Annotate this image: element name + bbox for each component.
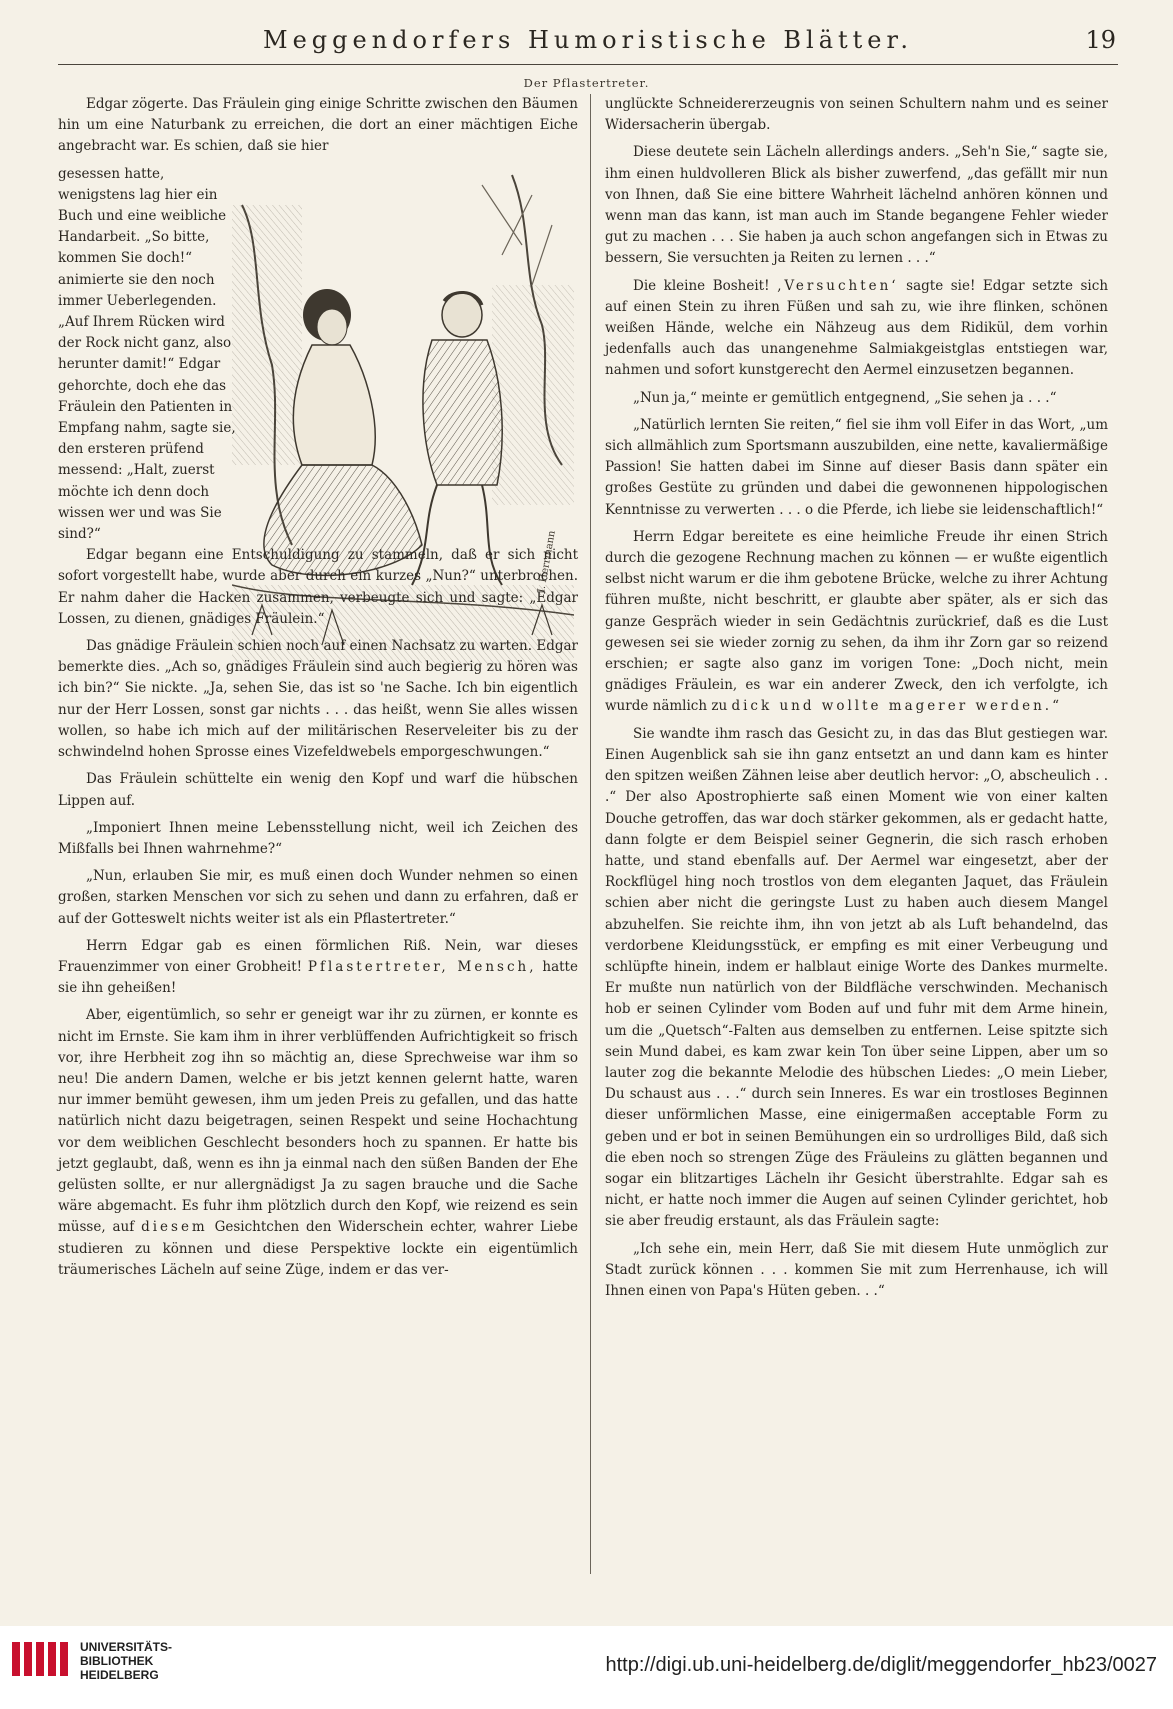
right-paragraph-4: „Nun ja,“ meinte er gemütlich entgegnend, „Sie sehen ja . . .“ (633, 389, 1057, 406)
left-paragraph-3: Das Fräulein schüttelte ein wenig den Kopf und warf die hübschen Lippen auf. (58, 771, 578, 809)
left-paragraph-wrap: gesessen hatte, wenigstens lag hier ein Buch und eine weibliche Handarbeit. „So bitte, kommen Sie doch!“ animierte sie den noch immer Ueberlegenden. „Auf Ihrem Rücken wird der Rock nicht ganz, also herunter damit!“ Edgar gehorchte, doch ehe das Fräulein den Patienten in Empfang nahm, sagte sie, den ersteren prüfend messend: „Halt, zuerst möchte ich denn doch wissen wer und was Sie sind?“ (58, 165, 236, 543)
text-span: Aber, eigentümlich, so sehr er geneigt war ihr zu zürnen, er konnte es nicht im Ernste. Sie kam ihm in ihrer verblüffenden Aufrichtigkeit so frisch vor, ihre Herbheit zog ihn so mächtig an, diese Sprechweise war ihm so neu! Die andern Damen, welche er bis jetzt kennen gelernt hatte, waren nur immer bemüht gewesen, ihm um jeden Preis zu gefallen, und das hatte natürlich nicht dazu beigetragen, seinen Respekt und seine Hochachtung vor dem weiblichen Geschlecht besonders hoch zu spannen. Er hatte bis jetzt geglaubt, daß, wenn es ihn ja einmal nach den süßen Banden der Ehe gelüsten sollte, er nur allergnädigst Ja zu sagen brauche und die Sache wäre abgemacht. Es fuhr ihm plötzlich durch den Kopf, wie reizend es sein müsse, auf (58, 1007, 578, 1236)
emphasis-span: ‚Versuchten‘ (777, 277, 899, 294)
digitization-footer (0, 1626, 1173, 1709)
library-name-line: HEIDELBERG (80, 1668, 159, 1682)
magazine-title: Meggendorfers Humoristische Blätter. (263, 26, 913, 54)
left-paragraph-intro: Edgar zögerte. Das Fräulein ging einige Schritte zwischen den Bäumen hin um eine Naturbank zu erreichen, die dort an einer mächtigen Eiche angebracht war. Es schien, daß sie hier (58, 96, 578, 155)
right-paragraph-3 (605, 276, 1108, 382)
library-name-line: UNIVERSITÄTS- (80, 1640, 173, 1654)
right-paragraph-5: „Natürlich lernten Sie reiten,“ fiel sie ihm voll Eifer in das Wort, „um sich allmählich zum Sportsmann auszubilden, eine nette, kavaliermäßige Passion! Sie hatten dabei im Sinne auf dieser Basis dann später ein großes Gestüte zu gründen und dabei die gewonnenen hippologischen Kenntnisse zu verwerten . . . o die Pferde, ich liebe sie leidenschaftlich!“ (605, 416, 1108, 518)
left-paragraph-2: Das gnädige Fräulein schien noch auf einen Nachsatz zu warten. Edgar bemerkte dies. „Ach so, gnädiges Fräulein sind auch begierig zu hören was ich bin?“ Sie nickte. „Ja, sehen Sie, das ist so 'ne Sache. Ich bin eigentlich nur der Herr Lossen, sonst gar nichts . . . das heißt, wenn Sie alles wissen wollen, so habe ich mich auf der militärischen Reserveleiter bis zu der schwindelnd hohen Sprosse eines Vizefeldwebels emporgeschwungen.“ (58, 638, 578, 761)
wrapped-text-block (58, 164, 236, 546)
emphasis-span: Pflastertreter, Mensch, (307, 958, 537, 975)
illustration-signature: I. Herrmann (536, 529, 558, 594)
text-span: “ (1052, 698, 1059, 715)
right-paragraph-7: Sie wandte ihm rasch das Gesicht zu, in das das Blut gestiegen war. Einen Augenblick sah sie ihn ganz entsetzt an und dann kam es hinter den spitzen weißen Zähnen leise aber deutlich hervor: „O, abscheulich . . .“ Der also Apostrophierte saß einen Moment wie von einer kalten Douche getroffen, das war doch stärker gekommen, als er gedacht hatte, dann folgte er dem Beispiel seiner Gegnerin, die sich rasch erhoben hatte, und stand ebenfalls auf. Der Aermel war eingesetzt, aber der Rockflügel hing noch trostlos von dem eleganten Jaquet, das Fräulein schien aber nicht die geringste Lust zu haben auch diesem Mangel abzuhelfen. Sie reichte ihm, ihn von jetzt ab als Luft behandelnd, das verdorbene Kleidungsstück, er empfing es mit einer Verbeugung und schlüpfte hinein, indem er halblaut einige Worte des Dankes murmelte. Er mußte nun natürlich von der Bildfläche verschwinden. Mechanisch hob er seinen Cylinder vom Boden auf und fuhr mit dem Arme hinein, um die „Quetsch“-Falten aus demselben zu entfernen. Leise spitzte sich sein Mund dabei, es kam zwar kein Ton über seine Lippen, aber um so lauter zog die bekannte Melodie des hübschen Liedes: „O mein Lieber, Du schaust aus . . .“ durch sein Inneres. Es war ein trostloses Beginnen dieser unförmlichen Masse, eine einigermaßen acceptable Form zu geben und er bot in seinen Bemühungen ein so urdrolliges Bild, daß sich die eben noch so strengen Züge des Fräuleins zu glätten begannen und sogar ein blitzartiges Lächeln ihr Gesicht überstrahlte. Edgar sah es nicht, er hatte noch immer die Augen auf seinen Cylinder gerichtet, hob sie aber freudig erstaunt, als das Fräulein sagte: (605, 725, 1108, 1230)
text-span: sagte sie! Edgar setzte sich auf einen Stein zu ihren Füßen und sah zu, wie ihre flinken, schönen weißen Hände, welche ein Nähzeug aus dem Ridikül, dem vorhin jedenfalls auch das unangenehme Salmiakgeistglas entstiegen war, nahmen und sofort kunstgerecht den Aermel einzusetzen begannen. (605, 277, 1109, 379)
page-number: 19 (1085, 26, 1116, 54)
left-column (58, 94, 578, 1287)
column-divider (590, 94, 591, 1574)
text-span: hatte sie ihn geheißen! (58, 958, 578, 997)
right-paragraph-2: Diese deutete sein Lächeln allerdings anders. „Seh'n Sie,“ sagte sie, ihm einen huldvolleren Blick als bisher zuwerfend, „das gefällt mir nun von Ihnen, daß Sie eine bittere Wahrheit lächelnd anhören können und wenn man das kann, ist man auch im Stande begangene Fehler wieder gut zu machen . . . Sie haben ja auch schon angefangen sich in Etwas zu bessern, Sie versuchten ja Reiten zu lernen . . .“ (605, 144, 1108, 267)
left-paragraph-7 (58, 1005, 578, 1281)
source-url[interactable]: http://digi.ub.uni-heidelberg.de/diglit/meggendorfer_hb23/0027 (605, 1654, 1157, 1676)
emphasis-span: diesem (141, 1219, 208, 1236)
library-name (80, 1640, 172, 1682)
left-paragraph-1: Edgar begann eine Entschuldigung zu stammeln, daß er sich nicht sofort vorgestellt habe, wurde aber durch ein kurzes „Nun?“ unterbrochen. Er nahm daher die Hacken zusammen, verbeugte sich und sagte: „Edgar Lossen, zu dienen, gnädiges Fräulein.“ (58, 547, 578, 627)
article-title: Der Pflastertreter. (523, 76, 650, 90)
right-paragraph-1: unglückte Schneidererzeugnis von seinen Schultern nahm und es seiner Widersacherin übergab. (605, 96, 1108, 134)
left-paragraph-5: „Nun, erlauben Sie mir, es muß einen doch Wunder nehmen so einen großen, starken Menschen vor sich zu sehen und dann zu erfahren, daß er auf der Gotteswelt nichts weiter ist als ein Pflastertreter.“ (58, 868, 578, 927)
text-span: Herrn Edgar bereitete es eine heimliche Freude ihr einen Strich durch die gezogene Rechnung machen zu können — er wußte eigentlich selbst nicht warum er die ihm gebotene Brücke, welche zu ihrer Achtung führen mußte, nicht beschritt, er glaubte aber später, als er sich das ganze Gespräch wieder in sein Gedächtnis zurückrief, daß es die Lust gewesen sei sie wieder zornig zu sehen, da ihm ihr Zorn gar so reizend erschien; er sagte also ganz im vorigen Tone: „Doch nicht, mein gnädiges Fräulein, es war ein anderer Zweck, den ich verfolgte, ich wurde nämlich zu (605, 528, 1108, 715)
emphasis-span: dick und wollte magerer werden. (731, 698, 1053, 715)
right-column (605, 94, 1108, 1308)
library-name-line: BIBLIOTHEK (80, 1654, 154, 1668)
right-paragraph-8: „Ich sehe ein, mein Herr, daß Sie mit diesem Hute unmöglich zur Stadt zurück können . . . kommen Sie mit zum Herrenhause, ich will Ihnen einen von Papa's Hüten geben. . .“ (605, 1240, 1108, 1299)
left-paragraph-6 (58, 936, 578, 1000)
left-paragraph-4: „Imponiert Ihnen meine Lebensstellung nicht, weil ich Zeichen des Mißfalls bei Ihnen wahrnehme?“ (58, 819, 578, 857)
right-paragraph-6 (605, 527, 1108, 718)
running-header (58, 24, 1118, 65)
text-span: Gesichtchen den Widerschein echter, wahrer Liebe studieren zu können und diese Perspektive lockte ein eigentümlich träumerisches Lächeln auf seine Züge, indem er das ver- (58, 1219, 578, 1278)
text-span: Herrn Edgar gab es einen förmlichen Riß. Nein, war dieses Frauenzimmer von einer Grobheit! (58, 937, 578, 975)
text-span: Die kleine Bosheit! (633, 277, 770, 294)
